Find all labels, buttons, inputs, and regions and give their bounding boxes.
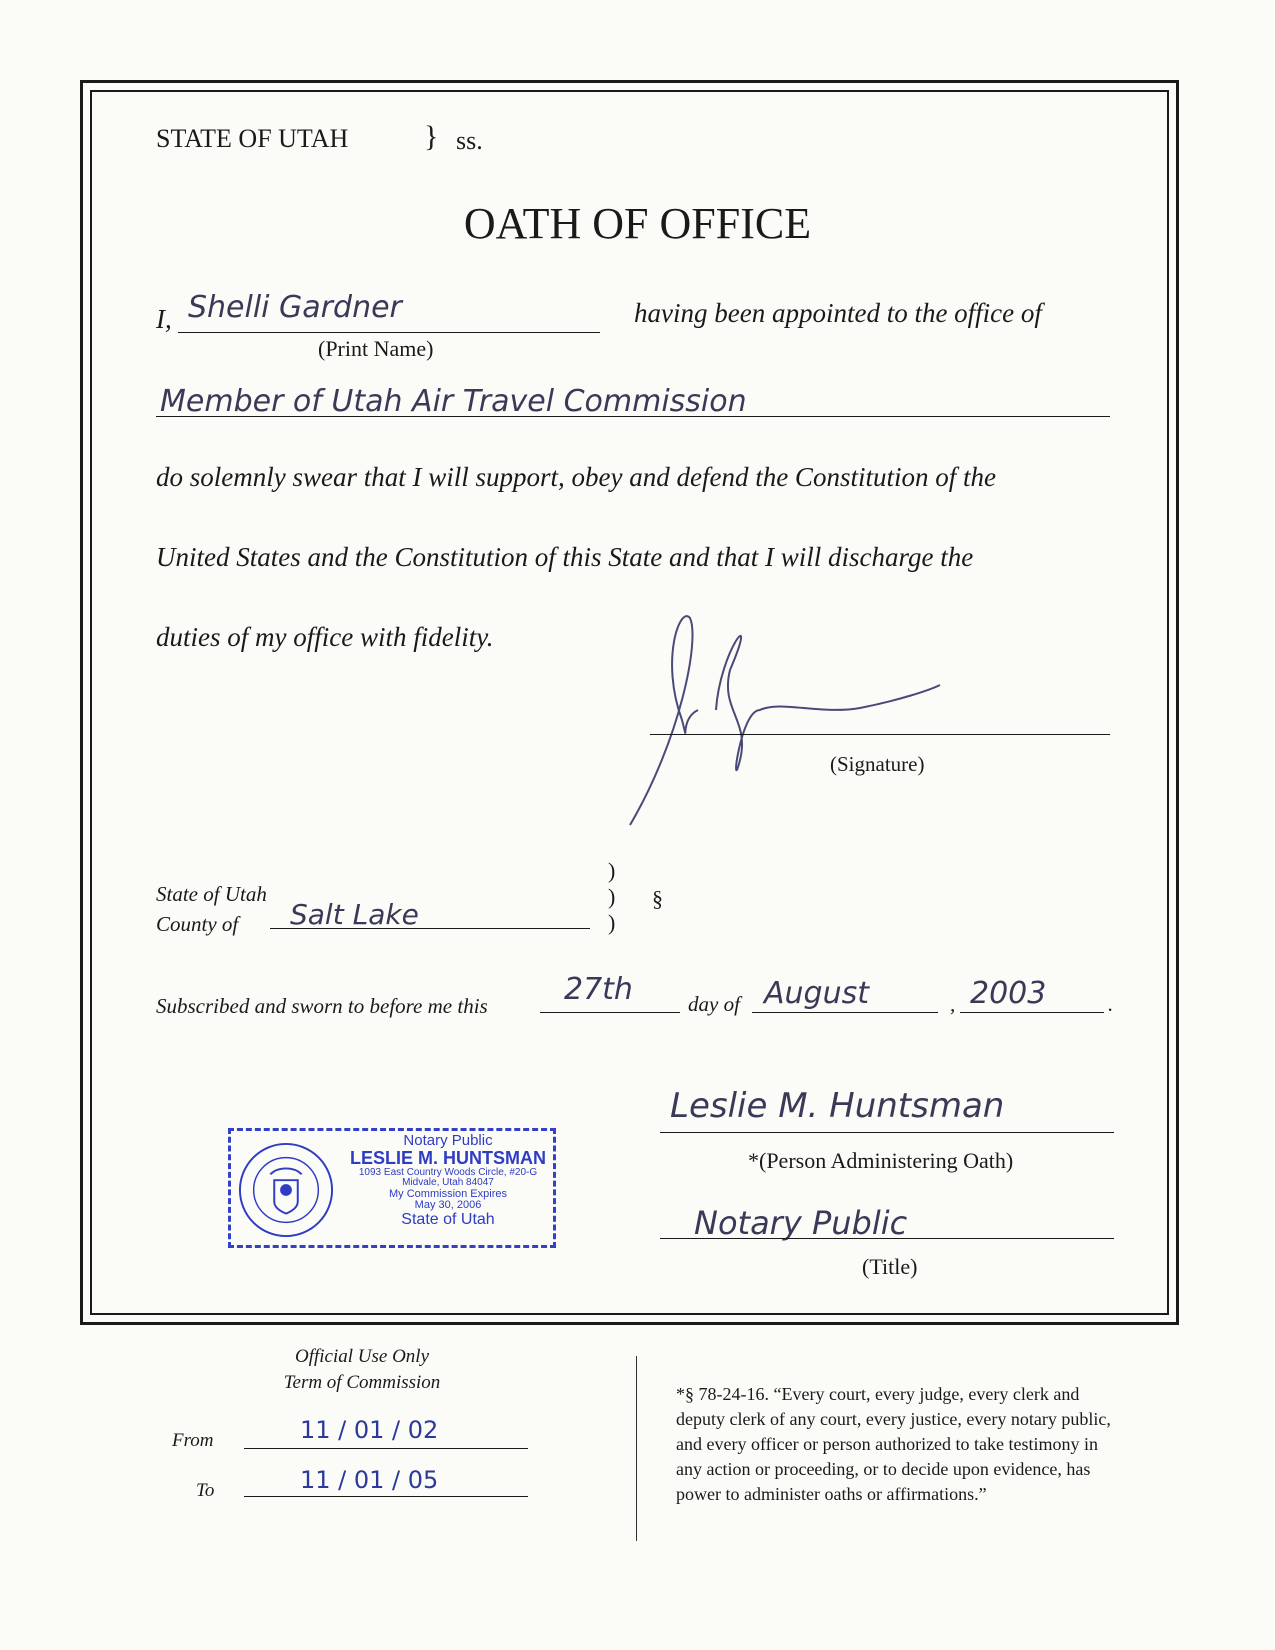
header-brace: }	[424, 120, 439, 153]
official-from-value: 11 / 01 / 02	[300, 1416, 439, 1444]
stamp-line-4: Midvale, Utah 84047	[402, 1177, 494, 1189]
footnote-line-4: any action or proceeding, or to decide upon evidence, has	[676, 1459, 1091, 1479]
print-name-line	[178, 332, 600, 333]
sworn-comma: ,	[950, 992, 956, 1016]
official-from-label: From	[172, 1430, 214, 1451]
footnote-line-5: power to administer oaths or affirmations.”	[676, 1484, 987, 1504]
sworn-day-line	[540, 1012, 680, 1013]
sworn-year-value: 2003	[970, 976, 1047, 1011]
venue-paren-3: )	[608, 910, 616, 935]
sworn-year-line	[960, 1012, 1104, 1013]
oath-line-3: duties of my office with fidelity.	[156, 622, 494, 652]
great-seal-icon	[237, 1141, 335, 1239]
oath-line-1: do solemnly swear that I will support, obey and defend the Constitution of the	[156, 462, 996, 492]
stamp-line-5: My Commission Expires	[389, 1187, 507, 1200]
signature-label: (Signature)	[830, 752, 925, 776]
oath-line-2: United States and the Constitution of this State and that I will discharge the	[156, 542, 974, 572]
signature-line	[650, 734, 1110, 735]
administrator-title-label: (Title)	[862, 1254, 918, 1279]
official-to-line	[244, 1496, 528, 1497]
stamp-line-2: LESLIE M. HUNTSMAN	[350, 1147, 546, 1168]
footnote-line-2: deputy clerk of any court, every justice, every notary public,	[676, 1409, 1111, 1429]
stamp-line-7: State of Utah	[401, 1210, 495, 1228]
official-to-value: 11 / 01 / 05	[300, 1466, 439, 1494]
header-state: STATE OF UTAH	[156, 124, 349, 153]
footnote-line-3: and every officer or person authorized to take testimony in	[676, 1434, 1099, 1454]
administrator-signature-value: Leslie M. Huntsman	[670, 1086, 1005, 1126]
venue-county-label: County of	[156, 912, 239, 936]
official-heading-2: Term of Commission	[283, 1372, 441, 1393]
stamp-line-6: May 30, 2006	[414, 1199, 482, 1212]
sworn-day-value: 27th	[564, 972, 633, 1007]
notary-stamp	[228, 1128, 556, 1248]
stamp-line-1: Notary Public	[403, 1132, 493, 1149]
footnote-line-1: *§ 78-24-16. “Every court, every judge, every clerk and	[676, 1384, 1080, 1404]
stamp-line-3: 1093 East Country Woods Circle, #20-G	[358, 1166, 538, 1178]
county-line	[270, 928, 590, 929]
venue-paren-2: )	[608, 884, 616, 909]
official-from-line	[244, 1448, 528, 1449]
venue-paren-1: )	[608, 858, 616, 883]
oath-i-prefix: I,	[156, 304, 172, 334]
official-heading-1: Official Use Only	[294, 1346, 430, 1367]
footer-divider	[636, 1356, 637, 1541]
sworn-period: .	[1108, 992, 1114, 1016]
official-to-label: To	[196, 1480, 215, 1501]
sworn-day-of: day of	[688, 992, 740, 1016]
sworn-prefix: Subscribed and sworn to before me this	[156, 994, 488, 1018]
administrator-title-line	[660, 1238, 1114, 1239]
print-name-label: (Print Name)	[318, 336, 434, 361]
venue-section-symbol: §	[652, 886, 663, 911]
office-line	[156, 416, 1110, 417]
venue-state-label: State of Utah	[156, 882, 267, 906]
statute-footnote	[676, 1382, 1111, 1507]
print-name-value: Shelli Gardner	[188, 290, 402, 325]
sworn-month-line	[752, 1012, 938, 1013]
appointed-text: having been appointed to the office of	[634, 298, 1042, 328]
administrator-title-value: Notary Public	[694, 1204, 908, 1242]
administrator-signature-line	[660, 1132, 1114, 1133]
county-value: Salt Lake	[290, 898, 419, 931]
page-title: OATH OF OFFICE	[463, 199, 812, 248]
sworn-month-value: August	[764, 976, 869, 1011]
administrator-label: *(Person Administering Oath)	[748, 1148, 1014, 1173]
office-value: Member of Utah Air Travel Commission	[160, 384, 747, 419]
header-ss: ss.	[456, 126, 483, 155]
